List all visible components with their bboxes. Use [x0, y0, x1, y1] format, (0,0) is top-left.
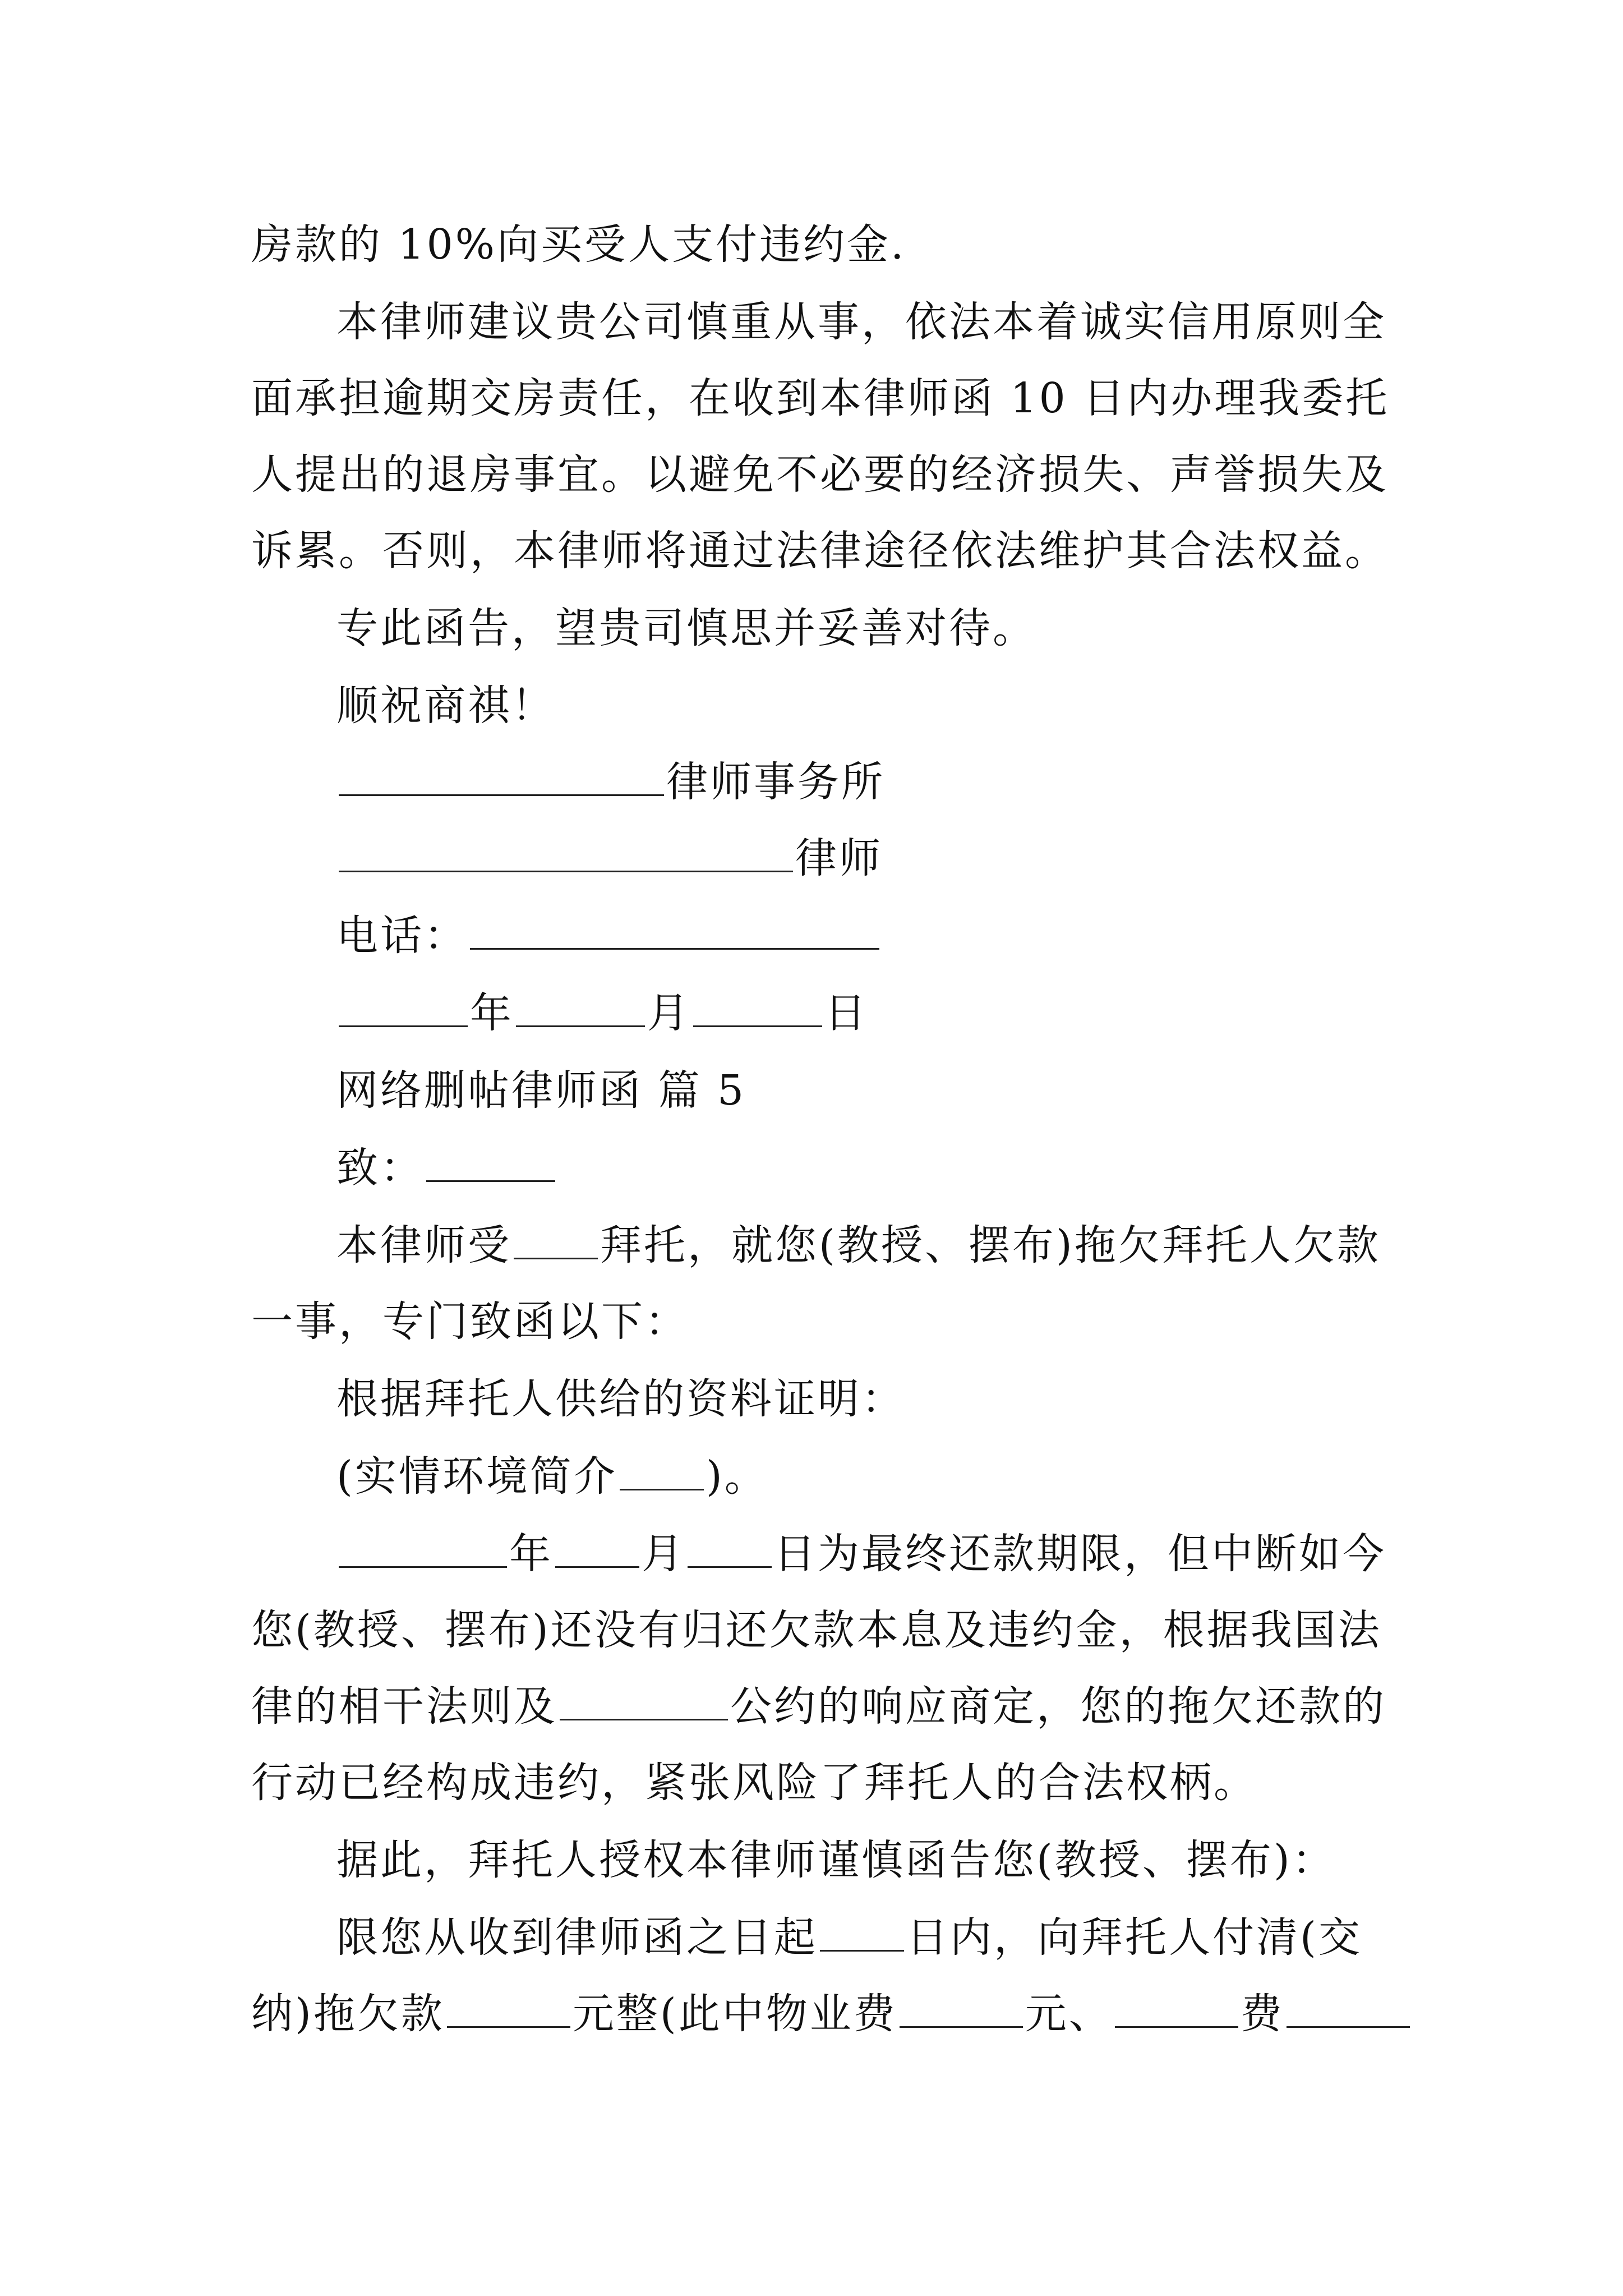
text-segment: )。 [706, 1452, 768, 1501]
text-line [336, 1217, 1475, 1273]
day-label: 日 [824, 989, 868, 1037]
blank-field [560, 1680, 728, 1720]
addressee-label: 致： [336, 1144, 424, 1192]
text-line [336, 1526, 1475, 1582]
text-segment: 月 [642, 1530, 685, 1578]
text-segment: 限您从收到律师函之日起 [336, 1913, 818, 1962]
firm-label: 律师事务所 [666, 758, 885, 806]
text-segment: 日内，向拜托人付清(交 [906, 1913, 1362, 1962]
text-line: 根据拜托人供给的资料证明： [336, 1375, 905, 1423]
blank-field [688, 1527, 772, 1568]
text-line: 一事，专门致函以下： [251, 1297, 689, 1346]
text-line: 面承担逾期交房责任，在收到本律师函 10 日内办理我委托 [251, 374, 1390, 422]
month-label: 月 [647, 989, 691, 1037]
text-line: 诉累。否则，本律师将通过法律途径依法维护其合法权益。 [251, 527, 1389, 575]
blank-field [339, 831, 793, 872]
year-label: 年 [470, 989, 514, 1037]
text-line [336, 1448, 1475, 1504]
blank-field [516, 986, 645, 1027]
text-segment: 元、 [1025, 1990, 1113, 2038]
text-line: 专此函告，望贵司慎思并妥善对待。 [336, 604, 1036, 652]
text-line [251, 1986, 1390, 2042]
section-heading: 网络删帖律师函 篇 5 [336, 1066, 746, 1115]
text-line: 顺祝商祺！ [336, 682, 555, 730]
phone-label: 电话： [336, 912, 468, 960]
text-line: 行动已经构成违约，紧张风险了拜托人的合法权柄。 [251, 1759, 1257, 1807]
blank-field [1287, 1987, 1410, 2028]
text-segment: 律的相干法则及 [251, 1682, 557, 1731]
text-segment: 费 [1240, 1990, 1284, 2038]
signature-lawyer-line [336, 830, 1475, 886]
text-line: 房款的 10%向买受人支付违约金. [251, 220, 906, 269]
lawyer-label: 律师 [795, 834, 883, 882]
blank-field [339, 1527, 507, 1568]
blank-field [426, 1141, 555, 1182]
blank-field [1115, 1987, 1238, 2028]
blank-field [820, 1911, 904, 1952]
addressee-line [336, 1140, 1475, 1196]
text-line: 人提出的退房事宜。以避免不必要的经济损失、声誉损失及 [251, 450, 1389, 499]
text-line: 据此，拜托人授权本律师谨慎函告您(教授、摆布)： [336, 1836, 1336, 1884]
text-segment: 年 [509, 1530, 553, 1578]
text-segment: 纳)拖欠款 [251, 1990, 445, 2038]
blank-field [470, 909, 879, 950]
blank-field [339, 986, 468, 1027]
text-line: 您(教授、摆布)还没有归还欠款本息及违约金，根据我国法 [251, 1606, 1382, 1654]
blank-field [693, 986, 822, 1027]
blank-field [447, 1987, 570, 2028]
date-line [336, 985, 1475, 1041]
text-segment: (实情环境简介 [336, 1452, 617, 1501]
text-line [336, 1910, 1475, 1966]
signature-firm-line [336, 754, 1475, 810]
text-segment: 日为最终还款期限，但中断如今 [774, 1530, 1386, 1578]
text-segment: 元整(此中物业费 [572, 1990, 897, 2038]
blank-field [514, 1218, 598, 1259]
phone-line [336, 908, 1475, 964]
text-segment: 本律师受 [336, 1221, 511, 1269]
text-line [251, 1678, 1390, 1734]
blank-field [620, 1450, 704, 1490]
text-segment: 拜托，就您(教授、摆布)拖欠拜托人欠款 [600, 1221, 1381, 1269]
blank-field [900, 1987, 1023, 2028]
blank-field [555, 1527, 639, 1568]
text-segment: 公约的响应商定，您的拖欠还款的 [730, 1682, 1386, 1731]
blank-field [339, 755, 664, 796]
text-line: 本律师建议贵公司慎重从事，依法本着诚实信用原则全 [336, 298, 1386, 346]
